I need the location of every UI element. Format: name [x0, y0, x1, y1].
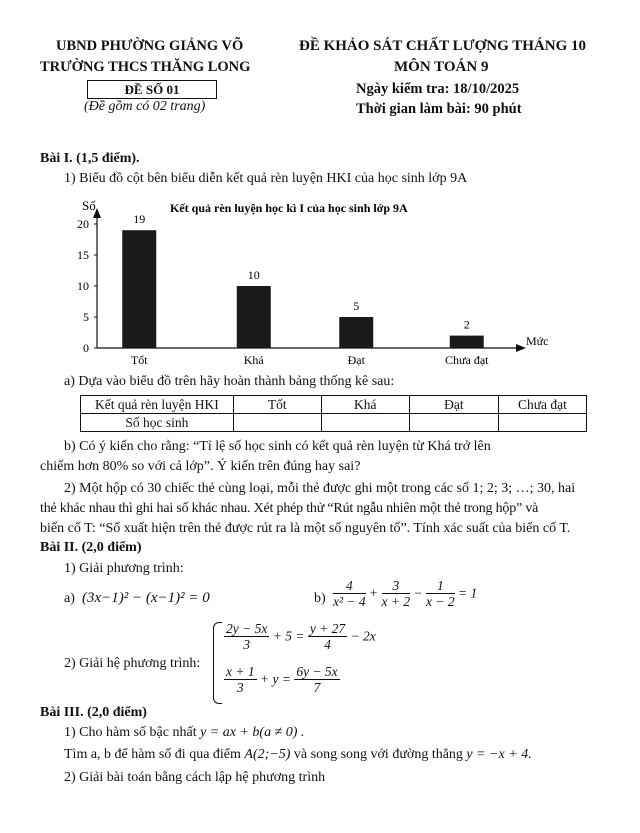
bai3-q1-point: A(2;−5): [244, 747, 291, 762]
bai3-q1-line: y = −x + 4.: [466, 747, 532, 762]
bai1-q2-line1: 2) Một hộp có 30 chiếc thẻ cùng loại, mỗi thẻ được ghi một trong các số 1; 2; 3; …; 30, hai: [64, 481, 576, 496]
bai3-q1-line2-b: và song song với đường thẳng: [293, 747, 463, 762]
bai2-title-text: Bài II. (2,0 điểm): [40, 540, 142, 555]
table-empty-cell: [233, 414, 321, 432]
org-line-2: TRƯỜNG THCS THĂNG LONG: [40, 59, 251, 75]
bai3-title-text: Bài III. (2,0 điểm): [40, 705, 147, 720]
bai1-qa: a) Dựa vào biểu đồ trên hãy hoàn thành bảng thống kê sau:: [64, 374, 395, 389]
bar: [339, 317, 373, 348]
fraction: [224, 621, 269, 652]
x-tick-label: Chưa đạt: [445, 353, 489, 367]
eq2-mid: + y =: [259, 671, 291, 687]
fraction: [382, 578, 411, 609]
denominator: 7: [313, 680, 321, 695]
subject: MÔN TOÁN 9: [394, 59, 489, 75]
system-brace: [213, 622, 222, 704]
bar-value-label: 10: [247, 268, 260, 282]
bai2-q1b-label: b): [314, 591, 326, 606]
rhs: = 1: [458, 585, 478, 601]
exam-title: ĐỀ KHẢO SÁT CHẤT LƯỢNG THÁNG 10: [299, 38, 586, 54]
chart-xlabel: Mức: [526, 334, 549, 348]
table-empty-cell: [498, 414, 586, 432]
bar-value-label: 5: [353, 299, 360, 313]
bai3-title: [40, 705, 147, 721]
org-line-1: UBND PHƯỜNG GIẢNG VÕ: [56, 38, 244, 54]
system-eq1: [224, 621, 376, 652]
table-header-cell: Khá: [321, 396, 409, 414]
fraction: [426, 578, 455, 609]
fraction: [333, 578, 366, 609]
pages-note: (Đề gồm có 02 trang): [84, 99, 206, 114]
denominator: x² − 4: [333, 594, 366, 609]
denominator: x + 2: [381, 594, 411, 609]
table-header-cell: Kết quả rèn luyện HKI: [81, 396, 234, 414]
x-tick-label: Khá: [243, 353, 264, 367]
numerator: x + 1: [226, 664, 255, 679]
bai2-q1: 1) Giải phương trình:: [64, 561, 184, 576]
stats-table-header-row: [81, 396, 587, 414]
y-tick-label: 20: [77, 217, 89, 231]
denominator: 3: [243, 637, 251, 652]
numerator: 3: [382, 578, 411, 594]
eq1-mid: + 5 =: [272, 628, 305, 644]
x-tick-label: Tốt: [130, 353, 148, 367]
fraction: [224, 664, 257, 695]
fraction: [294, 664, 339, 695]
x-tick-label: Đạt: [347, 353, 365, 367]
bai3-q1-line2: [64, 747, 532, 763]
bai1-q2-line3: biến cố T: “Số xuất hiện trên thẻ được rút ra là một số nguyên tố”. Tính xác suất của biến cố T.: [40, 521, 571, 536]
bai1-title: [40, 151, 140, 167]
exam-duration: Thời gian làm bài: 90 phút: [356, 101, 522, 117]
y-tick-label: 5: [83, 310, 89, 324]
bai1-q1-intro: 1) Biểu đồ cột bên biểu diễn kết quả rèn luyện HKI của học sinh lớp 9A: [64, 171, 468, 186]
bar-chart: [60, 192, 560, 372]
exam-date: Ngày kiểm tra: 18/10/2025: [356, 81, 520, 97]
bar: [122, 230, 156, 348]
bai1-title-text: Bài I. (1,5 điểm).: [40, 151, 140, 166]
bai3-q1-line1: [64, 725, 304, 741]
numerator: 2y − 5x: [226, 621, 268, 636]
bai2-q1b-expr: $\frac{4}{\text{x² − 4}}$ + $\frac{3}{x + 2}$ − $\frac{1}{x - 2}$ = 1: [333, 578, 478, 609]
chart-ylabel: Số: [82, 198, 96, 213]
table-empty-cell: [321, 414, 409, 432]
numerator: 4: [333, 578, 366, 594]
table-header-cell: Tốt: [233, 396, 321, 414]
stats-table: [80, 395, 587, 432]
bar: [237, 286, 271, 348]
bai3-q1-line2-a: Tìm a, b để hàm số đi qua điểm: [64, 747, 241, 762]
y-tick-label: 10: [77, 279, 89, 293]
denominator: 3: [236, 680, 244, 695]
bar: [450, 336, 484, 348]
eq1-tail: − 2x: [350, 628, 376, 644]
numerator: 6y − 5x: [296, 664, 338, 679]
bai3-q1-text: 1) Cho hàm số bậc nhất: [64, 725, 197, 740]
bai2-q1a-label: a): [64, 591, 75, 606]
bar-value-label: 19: [133, 212, 146, 227]
x-axis-arrow: [516, 344, 526, 352]
numerator: 1: [426, 578, 455, 594]
exam-code-box: ĐỀ SỐ 01: [87, 80, 217, 99]
bai1-qb-line1: b) Có ý kiến cho rằng: “Tỉ lệ số học sinh có kết quả rèn luyện từ Khá trở lên: [64, 439, 491, 454]
bai1-q2-line2: thẻ khác nhau thì ghi hai số khác nhau. Xét phép thử “Rút ngẫu nhiên một thẻ trong hộp” và: [40, 501, 539, 516]
system-eq2: [224, 664, 340, 695]
denominator: 4: [324, 637, 331, 652]
y-tick-label: 15: [77, 248, 89, 262]
fraction: [308, 621, 347, 652]
bai2-title: [40, 540, 142, 556]
table-row-label: Số học sinh: [81, 414, 234, 432]
bar-value-label: 2: [463, 317, 470, 332]
denominator: x − 2: [426, 594, 455, 609]
table-header-cell: Đạt: [409, 396, 498, 414]
chart-title: Kết quả rèn luyện học kì I của học sinh lớp 9A: [170, 201, 408, 215]
bai2-q2-label: 2) Giải hệ phương trình:: [64, 656, 201, 671]
numerator: y + 27: [309, 621, 346, 636]
bai1-qb-line2: chiếm hơn 80% so với cả lớp”. Ý kiến trên đúng hay sai?: [40, 459, 361, 474]
stats-table-row: [81, 414, 587, 432]
bai3-q2: 2) Giải bài toán bằng cách lập hệ phương trình: [64, 770, 326, 785]
y-tick-label: 0: [83, 341, 89, 355]
bai2-q1a-expr: (3x−1)² − (x−1)² = 0: [82, 590, 210, 606]
table-header-cell: Chưa đạt: [498, 396, 586, 414]
table-empty-cell: [409, 414, 498, 432]
bai3-q1-expr: y = ax + b(a ≠ 0) .: [200, 725, 305, 740]
